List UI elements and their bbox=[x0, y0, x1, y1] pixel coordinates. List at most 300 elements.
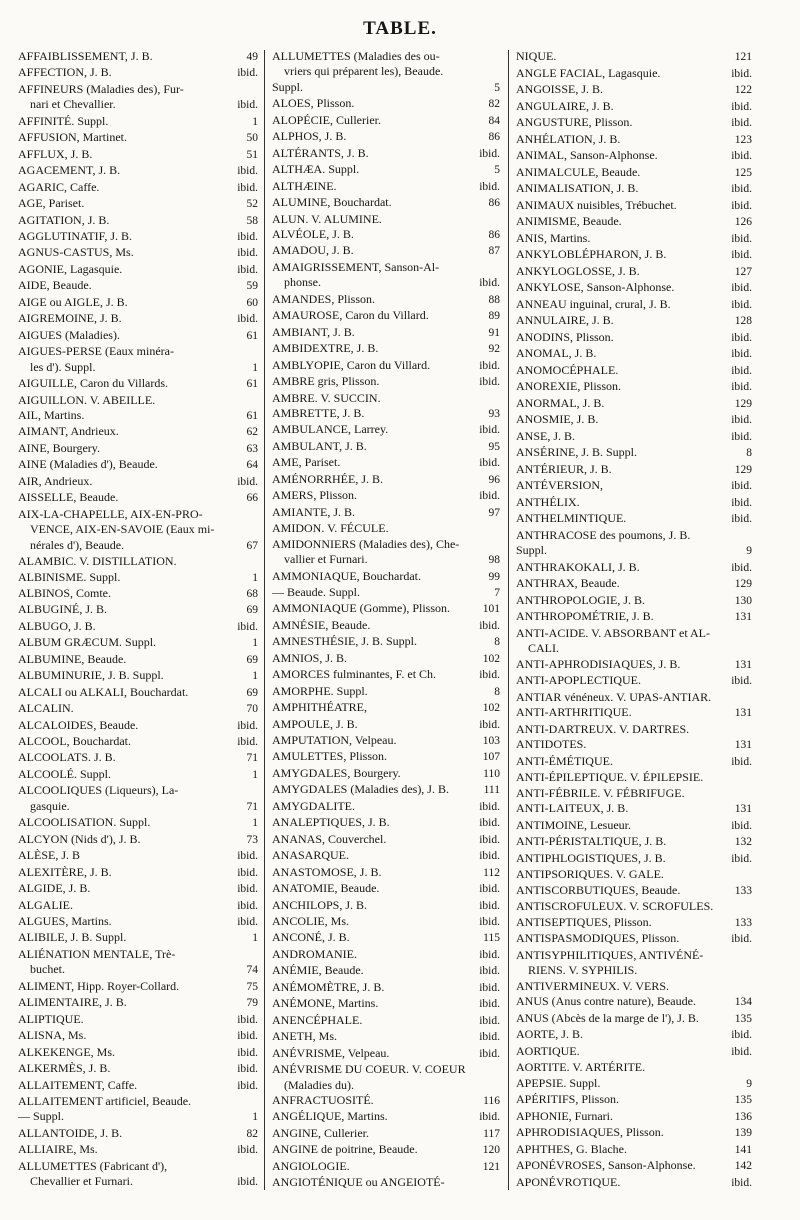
entry-page-ref: ibid. bbox=[237, 1013, 258, 1026]
index-entry bbox=[272, 522, 500, 535]
entry-page-ref: 1 bbox=[252, 670, 258, 683]
entry-page-ref: ibid. bbox=[731, 1029, 752, 1041]
entry-page-ref: ibid. bbox=[237, 67, 258, 80]
entry-text: ANTHRAKOKALI, J. B. bbox=[516, 560, 640, 574]
entry-text: ALVÉOLE, J. B. bbox=[272, 227, 354, 241]
entry-page-ref: 8 bbox=[494, 685, 500, 698]
entry-page-ref: 110 bbox=[483, 767, 500, 780]
entry-text: AMNESTHÉSIE, J. B. Suppl. bbox=[272, 635, 418, 649]
entry-text: AMÉNORRHÉE, J. B. bbox=[272, 472, 384, 486]
entry-page-ref: ibid. bbox=[731, 150, 752, 162]
index-entry bbox=[18, 571, 258, 585]
index-entry bbox=[18, 768, 258, 782]
entry-text: ALBUMINURIE, J. B. Suppl. bbox=[18, 669, 164, 683]
index-entry bbox=[272, 1030, 500, 1044]
entry-text: ALIÉNATION MENTALE, Trè- bbox=[18, 947, 176, 961]
entry-page-ref: 96 bbox=[488, 473, 500, 486]
entry-text: ANGLE FACIAL, Lagasquie. bbox=[516, 66, 661, 80]
index-entry bbox=[18, 98, 258, 112]
entry-page-ref: ibid. bbox=[479, 457, 500, 470]
entry-page-ref: ibid. bbox=[479, 916, 500, 929]
entry-page-ref: 92 bbox=[488, 343, 500, 356]
index-entry bbox=[18, 539, 258, 553]
index-entry bbox=[272, 652, 500, 666]
entry-page-ref: ibid. bbox=[237, 899, 258, 912]
entry-page-ref: ibid. bbox=[731, 755, 752, 768]
entry-text: ALUMINE, Bouchardat. bbox=[272, 196, 392, 210]
entry-page-ref: 73 bbox=[246, 833, 258, 846]
index-entry bbox=[272, 213, 500, 226]
entry-text: ALTHÆINE. bbox=[272, 179, 337, 193]
index-entry bbox=[18, 669, 258, 683]
entry-page-ref: 5 bbox=[494, 81, 500, 94]
index-entry bbox=[18, 329, 258, 343]
entry-text: ANTIAR vénéneux. V. UPAS-ANTIAR. bbox=[516, 690, 712, 704]
entry-text: ALIMENT, Hipp. Royer-Collard. bbox=[18, 979, 180, 993]
entry-page-ref: 1 bbox=[252, 571, 258, 584]
index-entry bbox=[18, 686, 258, 700]
entry-text: ANGUSTURE, Plisson. bbox=[516, 116, 633, 129]
index-entry bbox=[272, 981, 500, 995]
index-entry bbox=[516, 658, 752, 672]
entry-page-ref: ibid. bbox=[479, 1014, 500, 1027]
entry-text: ANÉVRISME, Velpeau. bbox=[272, 1046, 390, 1060]
entry-page-ref: ibid. bbox=[479, 833, 500, 846]
entry-page-ref: 125 bbox=[734, 166, 752, 179]
entry-text: ALOPÉCIE, Cullerier. bbox=[272, 113, 381, 127]
index-entry bbox=[272, 553, 500, 567]
index-entry bbox=[516, 67, 752, 81]
entry-text: APONÉVROSES, Sanson-Alphonse. bbox=[516, 1159, 696, 1172]
entry-page-ref: ibid. bbox=[479, 899, 500, 912]
index-entry bbox=[516, 916, 752, 930]
entry-text: AGACEMENT, J. B. bbox=[18, 164, 121, 178]
entry-text: ANNEAU inguinal, crural, J. B. bbox=[516, 297, 671, 311]
entry-page-ref: ibid. bbox=[237, 475, 258, 488]
index-entry bbox=[18, 882, 258, 896]
index-entry bbox=[18, 948, 258, 961]
entry-text: gasquie. bbox=[30, 799, 70, 813]
index-entry bbox=[272, 750, 500, 764]
index-entry bbox=[516, 215, 752, 229]
entry-page-ref: 121 bbox=[734, 51, 752, 63]
entry-page-ref: 1 bbox=[252, 361, 258, 374]
entry-text: ANTISPASMODIQUES, Plisson. bbox=[516, 932, 680, 945]
entry-text: ANUS (Abcès de la marge de l'), J. B. bbox=[516, 1011, 699, 1025]
entry-text: ALBINOS, Comte. bbox=[18, 586, 111, 600]
index-entry bbox=[272, 1094, 500, 1108]
index-entry bbox=[18, 1095, 258, 1108]
index-entry bbox=[516, 496, 752, 510]
entry-page-ref: ibid. bbox=[479, 359, 500, 372]
entry-text: ALTHÆA. Suppl. bbox=[272, 163, 360, 177]
entry-text: ANTHROPOMÉTRIE, J. B. bbox=[516, 610, 654, 623]
entry-text: ANÉMONE, Martins. bbox=[272, 997, 379, 1011]
entry-page-ref: 131 bbox=[734, 707, 752, 719]
entry-page-ref: 128 bbox=[734, 315, 752, 327]
entry-text: vallier et Furnari. bbox=[284, 553, 368, 567]
entry-text: ANKYLOBLÉPHARON, J. B. bbox=[516, 248, 667, 261]
entry-text: ANGOISSE, J. B. bbox=[516, 83, 604, 96]
entry-text: ALGIDE, J. B. bbox=[18, 882, 91, 896]
entry-text: ANTI-PÉRISTALTIQUE, J. B. bbox=[516, 835, 667, 848]
entry-page-ref: 112 bbox=[483, 866, 500, 879]
entry-page-ref: ibid. bbox=[479, 180, 500, 193]
index-entry bbox=[516, 884, 752, 898]
entry-page-ref: 141 bbox=[734, 1143, 752, 1156]
entry-page-ref: ibid. bbox=[237, 313, 258, 326]
index-entry bbox=[516, 149, 752, 163]
index-entry bbox=[516, 331, 752, 345]
entry-page-ref: ibid. bbox=[731, 381, 752, 393]
entry-text: AMMONIAQUE, Bouchardat. bbox=[272, 569, 421, 583]
index-entry bbox=[516, 182, 752, 196]
entry-text: ANDROMANIE. bbox=[272, 947, 357, 961]
index-entry bbox=[18, 296, 258, 310]
entry-text: ALCOOLIQUES (Liqueurs), La- bbox=[18, 784, 179, 798]
index-entry bbox=[272, 718, 500, 732]
index-entry bbox=[18, 50, 258, 64]
index-entry bbox=[18, 164, 258, 178]
entry-page-ref: 98 bbox=[488, 554, 500, 567]
index-entry bbox=[18, 508, 258, 521]
entry-text: ANTISYPHILITIQUES, ANTIVÉNÉ- bbox=[516, 948, 704, 962]
entry-page-ref: ibid. bbox=[731, 414, 752, 426]
index-entry bbox=[516, 932, 752, 946]
entry-page-ref: ibid. bbox=[731, 819, 752, 832]
entry-text: AMIDONNIERS (Maladies des), Che- bbox=[272, 537, 460, 551]
index-entry bbox=[516, 723, 752, 736]
entry-text: AIGUILLON. V. ABEILLE. bbox=[18, 393, 156, 407]
entry-text: les d'). Suppl. bbox=[30, 360, 96, 374]
index-entry bbox=[516, 199, 752, 213]
entry-page-ref: ibid. bbox=[731, 348, 752, 360]
entry-text: ANGIOTÉNIQUE ou ANGEIOTÉ- bbox=[272, 1176, 445, 1190]
entry-page-ref: 130 bbox=[734, 594, 752, 607]
entry-page-ref: ibid. bbox=[731, 1045, 752, 1058]
entry-page-ref: 89 bbox=[488, 310, 500, 323]
entry-text: ALGALIE. bbox=[18, 898, 73, 912]
entry-text: ANGIOLOGIE. bbox=[272, 1159, 350, 1173]
entry-text: ANTI-APOPLECTIQUE. bbox=[516, 674, 641, 687]
index-entry bbox=[272, 1160, 500, 1174]
index-entry bbox=[18, 214, 258, 228]
index-entry bbox=[516, 771, 752, 784]
index-entry bbox=[516, 248, 752, 262]
entry-page-ref: 9 bbox=[746, 545, 752, 557]
entry-page-ref: 7 bbox=[494, 586, 500, 599]
index-entry bbox=[516, 446, 752, 460]
entry-page-ref: ibid. bbox=[237, 916, 258, 929]
index-entry bbox=[516, 1143, 752, 1157]
index-entry bbox=[516, 1061, 752, 1074]
entry-page-ref: ibid. bbox=[731, 1176, 752, 1189]
entry-text: — Suppl. bbox=[18, 1110, 65, 1124]
entry-text: ALUN. V. ALUMINE. bbox=[272, 212, 382, 226]
index-entry bbox=[516, 561, 752, 575]
index-entry bbox=[18, 409, 258, 423]
entry-text: AIMANT, Andrieux. bbox=[18, 425, 119, 439]
entry-page-ref: ibid. bbox=[237, 263, 258, 276]
entry-page-ref: ibid. bbox=[479, 147, 500, 160]
entry-text: ALLIAIRE, Ms. bbox=[18, 1143, 98, 1157]
entry-text: AMBIDEXTRE, J. B. bbox=[272, 342, 379, 356]
index-entry bbox=[516, 610, 752, 624]
entry-text: AMMONIAQUE (Gomme), Plisson. bbox=[272, 602, 450, 616]
entry-text: AIX-LA-CHAPELLE, AIX-EN-PRO- bbox=[18, 507, 203, 521]
index-entry bbox=[516, 1028, 752, 1042]
entry-page-ref: 69 bbox=[246, 604, 258, 617]
index-entry bbox=[516, 1093, 752, 1107]
entry-page-ref: 69 bbox=[246, 686, 258, 699]
index-entry bbox=[272, 114, 500, 128]
entry-page-ref: 131 bbox=[734, 803, 752, 815]
index-entry bbox=[272, 734, 500, 748]
entry-text: ALGUES, Martins. bbox=[18, 915, 112, 929]
entry-text: ANETH, Ms. bbox=[272, 1030, 337, 1044]
index-entry bbox=[272, 1110, 500, 1124]
entry-text: ALLAITEMENT artificiel, Beaude. bbox=[18, 1095, 192, 1108]
entry-page-ref: 87 bbox=[488, 245, 500, 258]
entry-page-ref: 116 bbox=[483, 1095, 500, 1107]
index-entry bbox=[516, 166, 752, 180]
entry-text: ALBUGO, J. B. bbox=[18, 619, 96, 633]
index-entry bbox=[516, 1012, 752, 1026]
index-entry bbox=[18, 587, 258, 601]
entry-page-ref: 131 bbox=[734, 658, 752, 671]
entry-text: AGARIC, Caffe. bbox=[18, 180, 100, 194]
entry-page-ref: ibid. bbox=[731, 480, 752, 492]
entry-text: AMPOULE, J. B. bbox=[272, 717, 358, 731]
entry-text: ANANAS, Couverchel. bbox=[272, 832, 387, 846]
index-entry bbox=[18, 931, 258, 945]
entry-text: ANOMAL, J. B. bbox=[516, 347, 597, 360]
entry-text: ANORMAL, J. B. bbox=[516, 396, 605, 410]
index-entry bbox=[18, 996, 258, 1010]
entry-page-ref: 52 bbox=[246, 198, 258, 211]
entry-text: ANTIPHLOGISTIQUES, J. B. bbox=[516, 851, 666, 865]
index-entry bbox=[272, 668, 500, 682]
entry-page-ref: 61 bbox=[246, 409, 258, 422]
index-entry bbox=[18, 980, 258, 994]
entry-text: AMIDON. V. FÉCULE. bbox=[272, 522, 389, 536]
index-entry bbox=[516, 900, 752, 913]
entry-text: ALLUMETTES (Fabricant d'), bbox=[18, 1159, 168, 1173]
entry-page-ref: 67 bbox=[246, 539, 258, 552]
entry-page-ref: 122 bbox=[734, 84, 752, 96]
entry-text: ANUS (Anus contre nature), Beaude. bbox=[516, 995, 696, 1008]
entry-page-ref: ibid. bbox=[237, 247, 258, 260]
entry-page-ref: ibid. bbox=[479, 1111, 500, 1124]
entry-text: AMPHITHÉATRE, bbox=[272, 701, 367, 715]
index-entry bbox=[18, 181, 258, 195]
entry-text: ANNULAIRE, J. B. bbox=[516, 314, 614, 327]
entry-text: nérales d'), Beaude. bbox=[30, 538, 125, 552]
index-entry bbox=[272, 1176, 500, 1189]
index-entry bbox=[272, 1014, 500, 1028]
entry-page-ref: ibid. bbox=[479, 1047, 500, 1060]
entry-page-ref: 69 bbox=[246, 653, 258, 666]
entry-text: ALLAITEMENT, Caffe. bbox=[18, 1078, 138, 1092]
entry-page-ref: 136 bbox=[734, 1110, 752, 1123]
index-column-2 bbox=[272, 50, 500, 1190]
index-entry bbox=[18, 735, 258, 749]
entry-page-ref: 64 bbox=[246, 459, 258, 472]
index-entry bbox=[18, 66, 258, 80]
entry-text: ANASARQUE. bbox=[272, 849, 350, 863]
entry-page-ref: ibid. bbox=[731, 199, 752, 212]
index-entry bbox=[516, 1126, 752, 1140]
entry-text: ALLUMETTES (Maladies des ou- bbox=[272, 50, 440, 63]
index-entry bbox=[272, 180, 500, 194]
index-entry bbox=[18, 230, 258, 244]
entry-page-ref: 84 bbox=[488, 114, 500, 127]
index-entry bbox=[18, 1143, 258, 1157]
index-entry bbox=[272, 50, 500, 63]
index-entry bbox=[272, 602, 500, 616]
entry-page-ref: ibid. bbox=[479, 800, 500, 813]
entry-text: ANTHÉLIX. bbox=[516, 495, 580, 509]
index-entry bbox=[272, 407, 500, 421]
entry-page-ref: 71 bbox=[246, 800, 258, 813]
entry-text: AFFECTION, J. B. bbox=[18, 66, 112, 80]
index-entry bbox=[516, 544, 752, 558]
entry-text: ALCALOIDES, Beaude. bbox=[18, 718, 139, 732]
entry-page-ref: ibid. bbox=[479, 490, 500, 503]
index-entry bbox=[18, 1127, 258, 1141]
entry-text: APEPSIE. Suppl. bbox=[516, 1076, 601, 1090]
index-entry bbox=[18, 1079, 258, 1093]
index-entry bbox=[272, 849, 500, 863]
entry-text: ANIMAUX nuisibles, Trébuchet. bbox=[516, 198, 677, 212]
index-entry bbox=[272, 1063, 500, 1076]
entry-text: ANIS, Martins. bbox=[516, 231, 591, 245]
entry-text: AFFINITÉ. Suppl. bbox=[18, 114, 109, 128]
entry-page-ref: 129 bbox=[734, 578, 752, 590]
entry-page-ref: ibid. bbox=[479, 850, 500, 863]
index-entry bbox=[272, 586, 500, 600]
index-entry bbox=[272, 244, 500, 258]
entry-page-ref: 66 bbox=[246, 492, 258, 505]
entry-page-ref: ibid. bbox=[237, 883, 258, 896]
index-entry bbox=[516, 949, 752, 962]
index-entry bbox=[272, 1079, 500, 1092]
entry-page-ref: ibid. bbox=[479, 619, 500, 632]
index-entry bbox=[516, 512, 752, 526]
entry-page-ref: 101 bbox=[482, 603, 500, 616]
index-column-3 bbox=[516, 50, 752, 1190]
entry-page-ref: ibid. bbox=[479, 965, 500, 978]
entry-page-ref: ibid. bbox=[237, 1046, 258, 1059]
entry-text: phonse. bbox=[284, 276, 321, 290]
entry-text: ANTIDOTES. bbox=[516, 738, 587, 751]
index-entry bbox=[272, 456, 500, 470]
entry-text: ANGÉLIQUE, Martins. bbox=[272, 1110, 388, 1124]
entry-page-ref: ibid. bbox=[237, 866, 258, 879]
index-entry bbox=[272, 538, 500, 551]
entry-text: AGE, Pariset. bbox=[18, 197, 85, 211]
entry-page-ref: ibid. bbox=[479, 948, 500, 961]
entry-page-ref: 95 bbox=[488, 440, 500, 453]
entry-page-ref: ibid. bbox=[237, 1030, 258, 1043]
index-entry bbox=[272, 866, 500, 880]
index-entry bbox=[272, 342, 500, 356]
entry-page-ref: 115 bbox=[483, 932, 500, 945]
entry-page-ref: ibid. bbox=[237, 736, 258, 749]
index-entry bbox=[516, 980, 752, 993]
entry-text: AIR, Andrieux. bbox=[18, 474, 93, 488]
entry-page-ref: ibid. bbox=[237, 99, 258, 112]
index-entry bbox=[18, 555, 258, 568]
entry-text: ALKEKENGE, Ms. bbox=[18, 1045, 115, 1059]
entry-page-ref: 86 bbox=[488, 131, 500, 144]
entry-text: ANFRACTUOSITÉ. bbox=[272, 1094, 374, 1107]
entry-text: ANTÉRIEUR, J. B. bbox=[516, 462, 612, 476]
entry-page-ref: ibid. bbox=[479, 998, 500, 1011]
entry-page-ref: 9 bbox=[746, 1077, 752, 1090]
entry-page-ref: ibid. bbox=[479, 883, 500, 896]
entry-text: AMNÉSIE, Beaude. bbox=[272, 618, 371, 632]
entry-page-ref: ibid. bbox=[479, 376, 500, 389]
index-entry bbox=[516, 298, 752, 312]
entry-text: AORTE, J. B. bbox=[516, 1028, 583, 1041]
index-entry bbox=[516, 755, 752, 769]
index-entry bbox=[18, 1029, 258, 1043]
entry-page-ref: ibid. bbox=[731, 298, 752, 311]
entry-text: ALBUM GRÆCUM. Suppl. bbox=[18, 636, 157, 650]
index-entry bbox=[18, 83, 258, 96]
index-entry bbox=[272, 800, 500, 814]
entry-text: AMANDES, Plisson. bbox=[272, 292, 376, 306]
index-entry bbox=[272, 489, 500, 503]
entry-text: AMIANTE, J. B. bbox=[272, 505, 355, 519]
entry-page-ref: ibid. bbox=[237, 1176, 258, 1189]
entry-page-ref: 1 bbox=[252, 115, 258, 128]
index-entry bbox=[516, 642, 752, 655]
entry-text: ANCOLIE, Ms. bbox=[272, 915, 349, 929]
entry-text: ANTISCORBUTIQUES, Beaude. bbox=[516, 883, 681, 897]
index-entry bbox=[272, 948, 500, 962]
index-entry bbox=[18, 279, 258, 293]
column-divider bbox=[508, 50, 509, 1190]
entry-text: ANCONÉ, J. B. bbox=[272, 931, 350, 945]
entry-text: AFFAIBLISSEMENT, J. B. bbox=[18, 50, 153, 63]
index-entry bbox=[516, 802, 752, 816]
index-entry bbox=[18, 653, 258, 667]
entry-text: APONÉVROTIQUE. bbox=[516, 1175, 621, 1189]
entry-page-ref: ibid. bbox=[731, 249, 752, 261]
entry-page-ref: 111 bbox=[483, 784, 500, 797]
index-entry bbox=[272, 130, 500, 144]
entry-text: ANALEPTIQUES, J. B. bbox=[272, 816, 390, 830]
entry-text: ALISNA, Ms. bbox=[18, 1029, 87, 1043]
index-entry bbox=[516, 1077, 752, 1091]
entry-text: AFFLUX, J. B. bbox=[18, 147, 93, 161]
entry-page-ref: 120 bbox=[482, 1144, 500, 1157]
entry-text: AMBRE gris, Plisson. bbox=[272, 375, 380, 389]
index-entry bbox=[516, 691, 752, 704]
index-entry bbox=[272, 423, 500, 437]
entry-text: ANCHILOPS, J. B. bbox=[272, 898, 368, 912]
entry-text: ANTI-LAITEUX, J. B. bbox=[516, 802, 629, 815]
index-entry bbox=[18, 1110, 258, 1124]
entry-text: APHONIE, Furnari. bbox=[516, 1109, 613, 1123]
entry-page-ref: 129 bbox=[734, 397, 752, 410]
index-entry bbox=[516, 674, 752, 688]
entry-page-ref: 1 bbox=[252, 1111, 258, 1124]
entry-text: APÉRITIFS, Plisson. bbox=[516, 1093, 620, 1106]
index-entry bbox=[516, 594, 752, 608]
